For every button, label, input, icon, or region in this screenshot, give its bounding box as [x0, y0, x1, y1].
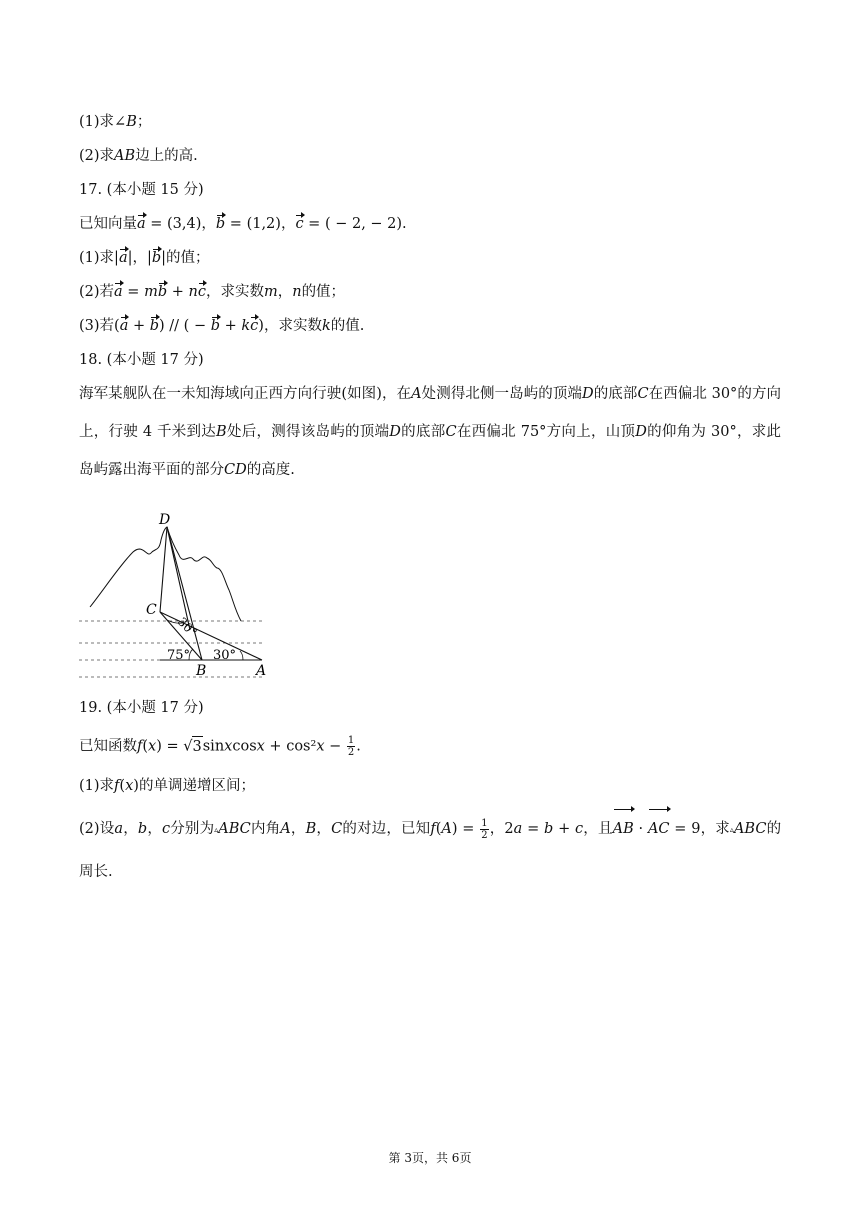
segment-DA	[167, 527, 190, 630]
p17-q1: (1)求|a|，|b|的值；	[79, 250, 210, 266]
p19-q1: (1)求f(x)的单调递增区间；	[79, 778, 255, 794]
label-C: C	[146, 602, 157, 618]
label-A: A	[256, 663, 267, 679]
p19-header: 19. (本小题 17 分)	[79, 700, 204, 716]
p18-text: 海军某舰队在一未知海域向正西方向行驶(如图)，在A处测得北侧一岛屿的顶端D的底部C在西偏北 30°的方向上，行驶 4 千米到达B处后，测得该岛屿的顶端D的底部C在西偏北 75°方向上，山顶D的仰角为 30°，求此岛屿露出海平面的部分CD的高度.	[79, 386, 782, 478]
p17-q3: (3)若(a + b) // ( − b + kc)，求实数k的值.	[79, 318, 365, 334]
label-D: D	[159, 512, 171, 528]
p18-header: 18. (本小题 17 分)	[79, 352, 204, 368]
angle-label-75: 75°	[167, 648, 191, 663]
p19-given: 已知函数f(x) = √3sinxcosx + cos²x − $\frac{1}{2}$ .	[79, 735, 361, 758]
p16-q1: (1)求∠B；	[79, 114, 152, 130]
p17-q2: (2)若a = mb + nc，求实数m，n的值；	[79, 284, 346, 300]
page-footer: 第 3页，共 6页	[388, 1151, 472, 1165]
p19-q2: (2)设a，b，c分别为▵ABC内角A，B，C的对边，已知f(A) = $\frac{1}{2}$ ，2a = b + c，且AB · AC = 9，求▵ABC的周长.	[79, 808, 781, 893]
p17-header: 17. (本小题 15 分)	[79, 182, 204, 198]
arc-30-at-A	[240, 651, 243, 660]
label-B: B	[196, 663, 207, 679]
angle-label-30-top: 30°	[174, 614, 200, 640]
island-figure	[75, 510, 275, 682]
angle-label-30-right: 30°	[213, 648, 237, 663]
p16-q2: (2)求AB边上的高.	[79, 148, 198, 164]
p17-given: 已知向量a = (3,4)，b = (1,2)，c = ( − 2, − 2).	[79, 216, 407, 232]
